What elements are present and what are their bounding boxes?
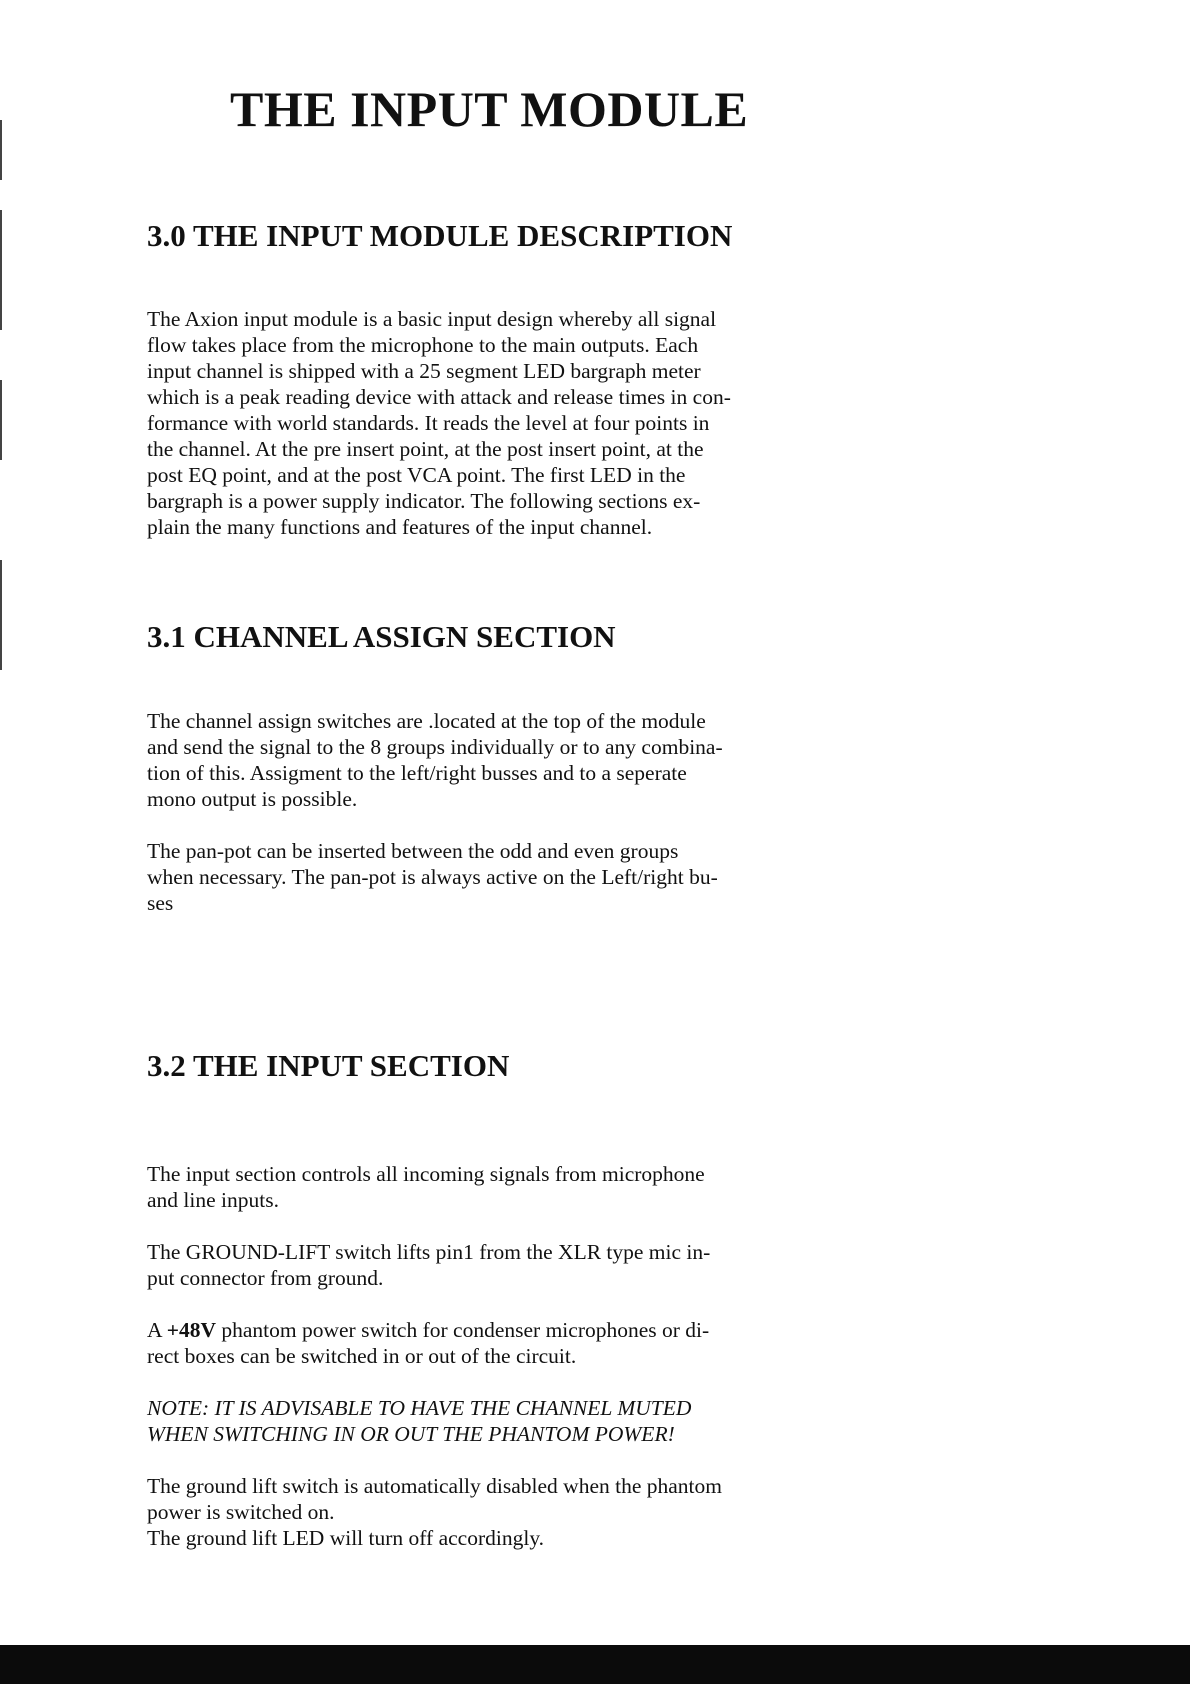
text-line: and send the signal to the 8 groups individually or to any combina- [147, 735, 723, 759]
paragraph-phantom-power [147, 1317, 807, 1369]
text-line: ses [147, 891, 174, 915]
text-line: rect boxes can be switched in or out of the circuit. [147, 1344, 577, 1368]
text-line: The pan-pot can be inserted between the odd and even groups [147, 839, 679, 863]
scan-edge-mark [0, 560, 2, 670]
note-phantom-warning [147, 1395, 807, 1447]
text-line: post EQ point, and at the post VCA point. The first LED in the [147, 463, 686, 487]
text-line: when necessary. The pan-pot is always active on the Left/right bu- [147, 865, 718, 889]
text-line: The ground lift LED will turn off accordingly. [147, 1526, 545, 1550]
section-heading-3-0: 3.0 THE INPUT MODULE DESCRIPTION [147, 218, 733, 253]
text-line: The Axion input module is a basic input design whereby all signal [147, 307, 717, 331]
text-line [147, 1317, 807, 1343]
text-line: tion of this. Assigment to the left/right busses and to a seperate [147, 761, 687, 785]
text-line: plain the many functions and features of the input channel. [147, 515, 653, 539]
text-line: the channel. At the pre insert point, at the post insert point, at the [147, 437, 704, 461]
text-line: power is switched on. [147, 1500, 335, 1524]
phantom-voltage: +48V [166, 1318, 216, 1342]
text-fragment: phantom power switch for condenser microphones or di- [216, 1318, 710, 1342]
scan-bottom-border [0, 1645, 1190, 1684]
paragraph-module-description [147, 306, 807, 540]
text-line: bargraph is a power supply indicator. The following sections ex- [147, 489, 701, 513]
text-line: The ground lift switch is automatically disabled when the phantom [147, 1474, 722, 1498]
page-title: THE INPUT MODULE [230, 81, 749, 137]
section-heading-3-2: 3.2 THE INPUT SECTION [147, 1048, 510, 1083]
scan-edge-mark [0, 210, 2, 330]
text-line: put connector from ground. [147, 1266, 384, 1290]
paragraph-input-section [147, 1161, 807, 1213]
paragraph-pan-pot [147, 838, 807, 916]
text-line: The GROUND-LIFT switch lifts pin1 from the XLR type mic in- [147, 1240, 711, 1264]
paragraph-channel-assign [147, 708, 807, 812]
text-line: formance with world standards. It reads the level at four points in [147, 411, 710, 435]
text-line: The channel assign switches are .located at the top of the module [147, 709, 706, 733]
text-fragment: A [147, 1318, 167, 1342]
text-line: flow takes place from the microphone to the main outputs. Each [147, 333, 699, 357]
paragraph-ground-lift-disable [147, 1473, 807, 1551]
paragraph-ground-lift [147, 1239, 807, 1291]
text-line: input channel is shipped with a 25 segment LED bargraph meter [147, 359, 701, 383]
text-line: and line inputs. [147, 1188, 279, 1212]
text-line: which is a peak reading device with attack and release times in con- [147, 385, 731, 409]
text-line: NOTE: IT IS ADVISABLE TO HAVE THE CHANNEL MUTED [147, 1396, 692, 1420]
section-heading-3-1: 3.1 CHANNEL ASSIGN SECTION [147, 619, 616, 654]
scan-edge-mark [0, 120, 2, 180]
text-line: WHEN SWITCHING IN OR OUT THE PHANTOM POWER! [147, 1422, 675, 1446]
text-line: The input section controls all incoming signals from microphone [147, 1162, 705, 1186]
scan-edge-mark [0, 380, 2, 460]
text-line: mono output is possible. [147, 787, 358, 811]
